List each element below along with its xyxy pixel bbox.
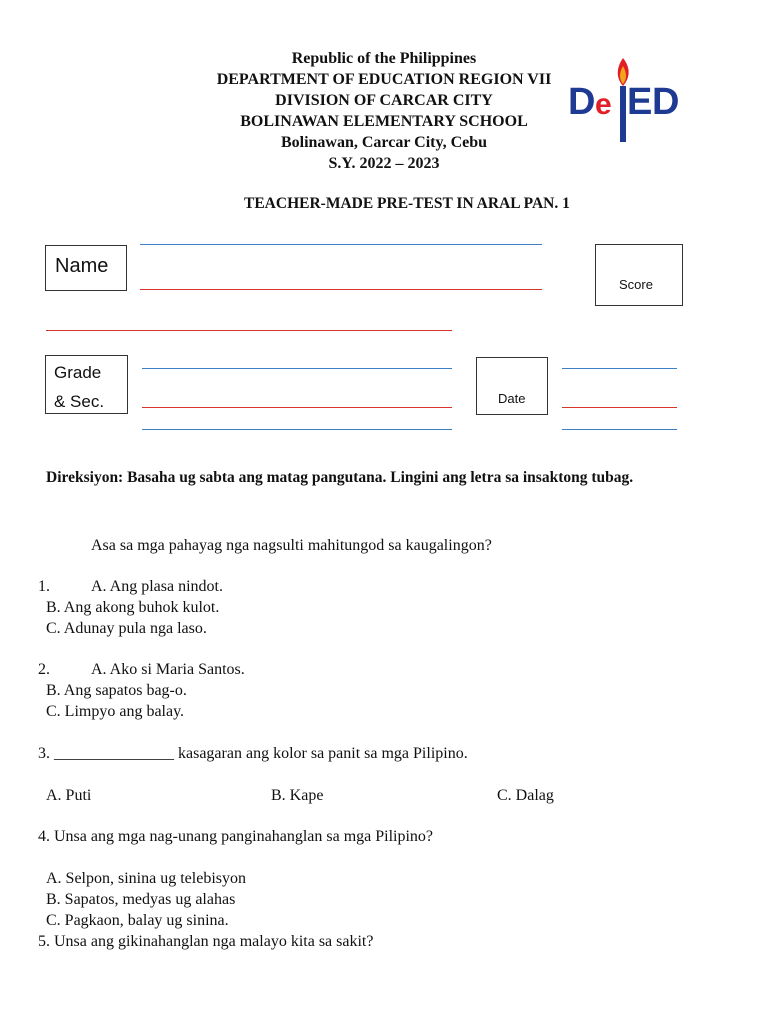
- grade-section-label-box: [45, 355, 128, 414]
- name-field[interactable]: [140, 289, 542, 290]
- q5-text: 5. Unsa ang gikinahanglan nga malayo kita sa sakit?: [38, 933, 374, 950]
- q4-choice-c[interactable]: C. Pagkaon, balay ug sinina.: [46, 912, 229, 929]
- date-field[interactable]: [562, 407, 677, 408]
- q2-choice-a[interactable]: A. Ako si Maria Santos.: [91, 661, 245, 678]
- q1-choice-b[interactable]: B. Ang akong buhok kulot.: [46, 599, 220, 616]
- date-label: Date: [498, 391, 526, 406]
- header-address: Bolinawan, Carcar City, Cebu: [280, 134, 488, 151]
- deped-logo: [566, 50, 684, 146]
- header-school-year: S.Y. 2022 – 2023: [328, 155, 440, 172]
- q3-text: 3. _______________ kasagaran ang kolor sa panit sa mga Pilipino.: [38, 745, 468, 762]
- q1-prompt: Asa sa mga pahayag nga nagsulti mahitungod sa kaugalingon?: [91, 537, 492, 554]
- q1-choice-a[interactable]: A. Ang plasa nindot.: [91, 578, 223, 595]
- grade-label: Grade: [54, 363, 102, 382]
- name-label: Name: [55, 255, 109, 277]
- name-label-box: [45, 245, 127, 291]
- score-label: Score: [619, 277, 653, 292]
- grade-line-bottom: [142, 429, 452, 430]
- q1-choice-c[interactable]: C. Adunay pula nga laso.: [46, 620, 207, 637]
- svg-text:D: D: [652, 81, 680, 123]
- q2-choice-b[interactable]: B. Ang sapatos bag-o.: [46, 682, 187, 699]
- header-school: BOLINAWAN ELEMENTARY SCHOOL: [240, 113, 528, 130]
- torch-flame-icon: [566, 50, 684, 146]
- q1-number: 1.: [38, 578, 50, 595]
- q3-choice-c[interactable]: C. Dalag: [497, 787, 554, 804]
- q4-choice-b[interactable]: B. Sapatos, medyas ug alahas: [46, 891, 236, 908]
- q3-choice-b[interactable]: B. Kape: [271, 787, 324, 804]
- q4-choice-a[interactable]: A. Selpon, sinina ug telebisyon: [46, 870, 246, 887]
- q3-choice-a[interactable]: A. Puti: [46, 787, 92, 804]
- header-division: DIVISION OF CARCAR CITY: [275, 92, 493, 109]
- q2-choice-c[interactable]: C. Limpyo ang balay.: [46, 703, 185, 720]
- date-box: [476, 357, 548, 415]
- q4-text: 4. Unsa ang mga nag-unang panginahanglan sa mga Pilipino?: [38, 828, 434, 845]
- svg-text:E: E: [627, 81, 653, 123]
- name-field-continued[interactable]: [46, 330, 452, 331]
- date-line-top: [562, 368, 677, 369]
- grade-section-field[interactable]: [142, 407, 452, 408]
- svg-text:e: e: [595, 88, 612, 121]
- name-line-top: [140, 244, 542, 245]
- section-label: & Sec.: [54, 392, 105, 411]
- score-box[interactable]: [595, 244, 683, 306]
- directions: Direksiyon: Basaha ug sabta ang matag pangutana. Lingini ang letra sa insaktong tubag.: [46, 469, 634, 486]
- date-line-bottom: [562, 429, 677, 430]
- q2-number: 2.: [38, 661, 50, 678]
- test-title: TEACHER-MADE PRE-TEST IN ARAL PAN. 1: [244, 195, 570, 212]
- svg-text:D: D: [568, 81, 596, 123]
- grade-line-top: [142, 368, 452, 369]
- header-republic: Republic of the Philippines: [291, 50, 477, 67]
- header-department: DEPARTMENT OF EDUCATION REGION VII: [216, 71, 552, 88]
